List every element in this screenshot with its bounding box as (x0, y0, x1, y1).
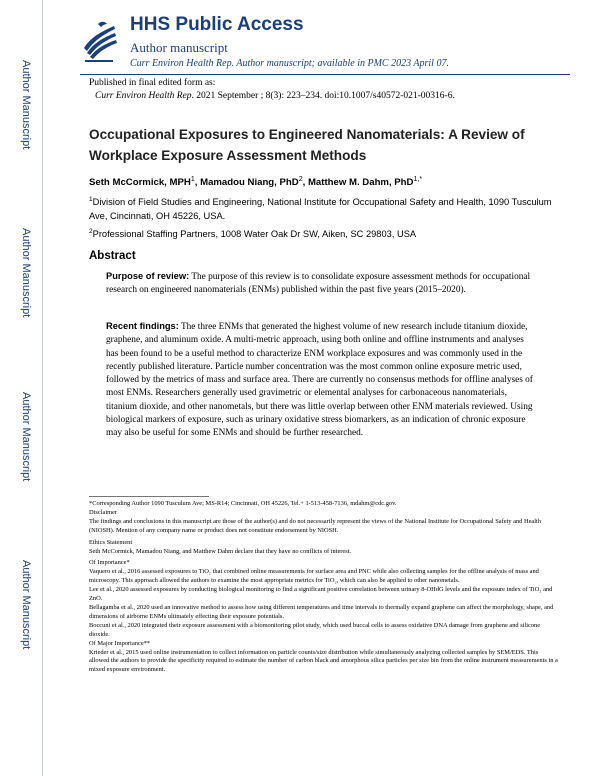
margin-rule (42, 0, 43, 776)
article-title: Occupational Exposures to Engineered Nanomaterials: A Review of Workplace Exposure Assessment Methods (89, 127, 525, 163)
journal-availability-line (130, 58, 449, 69)
journal-name: Curr Environ Health Rep (130, 58, 232, 69)
published-as-label: Published in final edited form as: (89, 78, 216, 88)
footnote-divider (89, 496, 209, 497)
affiliation (89, 225, 569, 242)
disclaimer-text: The findings and conclusions in this manuscript are those of the author(s) and do not necessarily represent the views of the National Institute for Occupational Safety and Health (NIOSH). Mention of any company name or product does not constitute endorsement by NIOSH. (89, 517, 542, 534)
findings-label: Recent findings: (106, 321, 179, 331)
major-importance-heading: Of Major Importance** (89, 639, 151, 647)
corresponding-author-note: *Corresponding Author 1090 Tusculum Ave; MS-R14; Cincinnati, OH 45226, Tel.+ 1-513-458-7136, mdahm@cdc.gov. (89, 500, 397, 507)
findings-text: The three ENMs that generated the highest volume of new research include titanium dioxide, graphene, and aluminum oxide. A multi-metric approach, using both online and offline instruments and analyses has been found to be a useful method to characterize ENM workplace exposures and was commonly used in the recently published literature. Particle number concentration was the most common online exposure metric used, followed by the metrics of mass and surface area. There are currently no consensus methods for offline analyses of most ENMs. Researchers generally used gravimetric or elemental analyses for carbonaceous nanomaterials, titanium dioxide, and other nanometals, but there was little overlap between other ENM materials reviewed. Using biological markers of exposure, such as urinary oxidative stress biomarkers, as an indication of chronic exposure may also be useful for some ENMs and should be further researched. (106, 322, 533, 439)
purpose-text: The purpose of this review is to consolidate exposure assessment methods for occupational research on engineered nanomaterials (ENMs) published within the past five years (2015–2020). (106, 272, 531, 296)
abstract-purpose-paragraph (106, 270, 536, 298)
importance-item: Lee et al., 2020 assessed exposures by conducting biological monitoring to find a significant positive correlation between urinary 8-OHdG levels and the exposure index of TiO₂ and ZnO. (89, 586, 553, 603)
header-divider (80, 74, 570, 75)
importance-item: Vaquero et al., 2016 assessed exposures to TiO₂ that combined online measurements for surface area and PNC while also collecting samples for the offline analysis of mass and microscopy. This approach allowed the authors to examine the most appropriate metrics for TiO₂, which can also be applied to other nanometals. (89, 568, 539, 585)
major-importance-item: Krieder et al., 2015 used online instrumentation to collect information on particle counts/size distribution while simultaneously analyzing collected samples by SEM/EDS. This allowed the authors to provide the specificity required to estimate the number of carbon black and amorphous silica particles per size bin from the online instrument measurements in a mixed exposure environment. (89, 648, 558, 674)
author-manuscript-subtitle: Author manuscript (130, 40, 228, 55)
author-affiliation-mark: 2 (298, 176, 303, 183)
ethics-text: Seth McCormick, Mamadou Niang, and Matthew Dahm declare that they have no conflicts of interest. (89, 547, 352, 555)
author-affiliation-mark: 1 (190, 176, 195, 183)
importance-item: Bellagamba et al., 2020 used an innovative method to assess how using different temperatures and time intervals to thermally expand graphene can affect the morphology, shape, and dimensions of airborne ENMs ultimately effecting their exposure potentials. (89, 603, 554, 620)
affiliation-text: Division of Field Studies and Engineering, National Institute for Occupational Safety and Health, 1090 Tusculum Ave, Cincinnati, OH 45226, USA. (89, 197, 552, 221)
affiliation-text: Professional Staffing Partners, 1008 Water Oak Dr SW, Aiken, SC 29803, USA (92, 229, 417, 240)
author-affiliation-mark: 1,* (413, 176, 423, 183)
availability-text: . Author manuscript; available in PMC 2023 April 07. (231, 58, 449, 69)
margin-label-author-manuscript: Author Manuscript (20, 228, 32, 318)
importance-item: Boccuni et al., 2020 integrated their exposure assessment with a biomonitoring pilot study, which used buccal cells to assess oxidative DNA damage from graphene and silicone dioxide. (89, 621, 541, 638)
affiliation-mark: 1 (89, 196, 93, 203)
citation-details: . 2021 September ; 8(3): 223–234. doi:10.1007/s40572-021-00316-6. (191, 91, 455, 101)
importance-heading: Of Importance* (89, 559, 130, 567)
ethics-heading: Ethics Statement (89, 538, 133, 546)
affiliation (89, 193, 569, 223)
abstract-findings-paragraph (106, 320, 536, 441)
abstract-heading: Abstract (89, 250, 136, 262)
hhs-public-access-title: HHS Public Access (130, 14, 304, 35)
margin-label-author-manuscript: Author Manuscript (20, 560, 32, 650)
hhs-eagle-logo-icon (80, 18, 120, 64)
footnotes (89, 500, 559, 675)
author-name: Matthew M. Dahm, PhD (307, 177, 414, 189)
citation-line (95, 91, 455, 101)
purpose-label: Purpose of review: (106, 271, 190, 281)
author-list: Seth McCormick, MPH$^1$, Mamadou Niang, PhD$^2$, Matthew M. Dahm, PhD$^{1,*}$ (89, 176, 423, 189)
author-name: Mamadou Niang, PhD (200, 177, 299, 189)
disclaimer-heading: Disclaimer (89, 508, 118, 516)
margin-label-author-manuscript: Author Manuscript (20, 392, 32, 482)
margin-label-author-manuscript: Author Manuscript (20, 60, 32, 150)
citation-journal: Curr Environ Health Rep (95, 91, 192, 101)
author-name: Seth McCormick, MPH (89, 177, 191, 189)
affiliation-mark: 2 (89, 228, 93, 235)
